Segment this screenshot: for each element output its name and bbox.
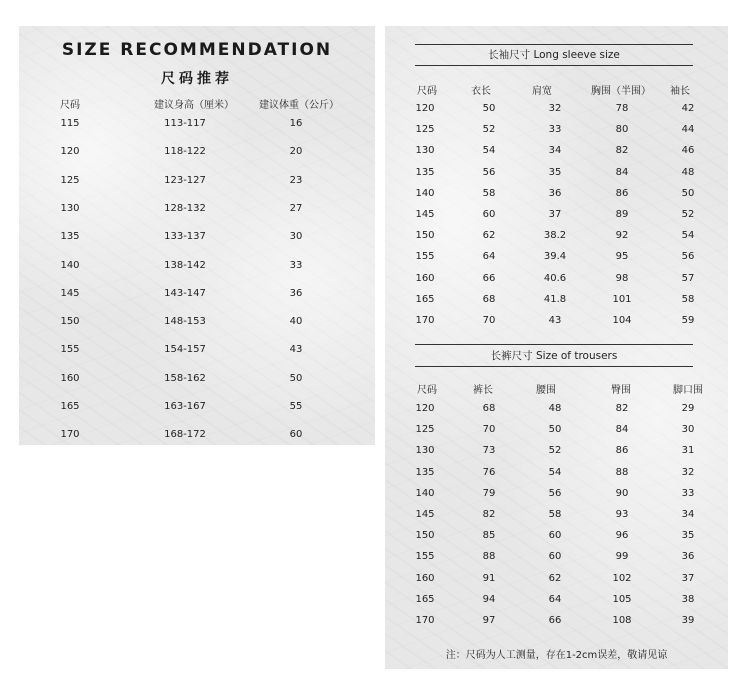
long_sleeve-cell: 104: [612, 315, 632, 326]
recommendation-cell: 115: [60, 118, 80, 129]
recommendation-cell: 20: [289, 146, 303, 158]
trousers-cell: 120: [415, 403, 435, 414]
recommendation-cell: 138-142: [164, 259, 206, 271]
long_sleeve-cell: 38.2: [543, 230, 567, 242]
trousers-cell: 90: [615, 487, 629, 499]
long_sleeve-cell: 68: [482, 293, 496, 305]
recommendation-cell: 128-132: [164, 202, 206, 214]
recommendation-cell: 30: [289, 231, 303, 243]
trousers-cell: 36: [681, 551, 695, 563]
size-recommendation-subtitle: 尺码推荐: [161, 71, 233, 87]
long_sleeve-cell: 80: [615, 124, 629, 136]
trousers-title: 长裤尺寸 Size of trousers: [490, 350, 618, 362]
trousers-header-2: 腰围: [536, 385, 556, 396]
recommendation-cell: 170: [60, 429, 80, 441]
long_sleeve-cell: 36: [548, 187, 562, 199]
trousers-top-rule: [415, 344, 693, 345]
trousers-cell: 30: [681, 424, 695, 436]
long_sleeve-cell: 43: [548, 315, 562, 326]
trousers-header-4: 脚口围: [673, 385, 703, 396]
long_sleeve-cell: 35: [548, 166, 562, 178]
long_sleeve-cell: 33: [548, 124, 562, 136]
long_sleeve-cell: 58: [482, 187, 496, 199]
trousers-cell: 56: [548, 487, 562, 499]
long_sleeve-cell: 59: [681, 315, 695, 326]
recommendation-cell: 145: [60, 287, 80, 299]
long_sleeve-header-3: 胸围（半围）: [591, 86, 651, 97]
long_sleeve-cell: 60: [482, 209, 496, 220]
recommendation-cell: 16: [289, 118, 303, 129]
long_sleeve-cell: 56: [482, 166, 496, 178]
recommendation-cell: 50: [289, 372, 303, 384]
trousers-cell: 73: [482, 445, 496, 457]
trousers-cell: 96: [615, 530, 629, 542]
recommendation-cell: 33: [289, 259, 303, 271]
trousers-cell: 165: [415, 593, 435, 605]
trousers-cell: 145: [415, 509, 435, 520]
trousers-cell: 108: [612, 615, 632, 626]
recommendation-cell: 133-137: [164, 231, 206, 243]
recommendation-cell: 168-172: [164, 429, 206, 441]
trousers-cell: 60: [548, 551, 562, 563]
recommendation-cell: 125: [60, 174, 80, 186]
trousers-cell: 155: [415, 551, 435, 563]
trousers-cell: 64: [548, 593, 562, 605]
recommendation-header-1: 建议身高（厘米）: [154, 100, 234, 111]
recommendation-cell: 23: [289, 174, 303, 186]
trousers-cell: 150: [415, 530, 435, 542]
long_sleeve-cell: 120: [415, 103, 435, 114]
trousers-cell: 102: [612, 572, 632, 584]
long_sleeve-cell: 54: [681, 230, 695, 242]
trousers-cell: 34: [681, 509, 695, 520]
long_sleeve-cell: 160: [415, 272, 435, 284]
trousers-cell: 105: [612, 593, 632, 605]
recommendation-cell: 158-162: [164, 372, 206, 384]
trousers-cell: 39: [681, 615, 695, 626]
trousers-cell: 97: [482, 615, 496, 626]
long_sleeve-cell: 125: [415, 124, 435, 136]
trousers-cell: 48: [548, 403, 562, 414]
trousers-cell: 91: [482, 572, 496, 584]
trousers-cell: 29: [681, 403, 695, 414]
recommendation-header-2: 建议体重（公斤）: [259, 100, 339, 111]
long_sleeve-cell: 56: [681, 251, 695, 263]
recommendation-cell: 148-153: [164, 316, 206, 328]
trousers-cell: 52: [548, 445, 562, 457]
long_sleeve-header-4: 袖长: [670, 86, 690, 97]
long_sleeve-cell: 89: [615, 209, 629, 220]
recommendation-cell: 118-122: [164, 146, 206, 158]
long_sleeve-cell: 70: [482, 315, 496, 326]
trousers-cell: 135: [415, 466, 435, 478]
long_sleeve-cell: 98: [615, 272, 629, 284]
trousers-header-3: 臀围: [611, 385, 631, 396]
long_sleeve-cell: 145: [415, 209, 435, 220]
trousers-cell: 99: [615, 551, 629, 563]
long_sleeve-cell: 39.4: [543, 251, 567, 263]
long_sleeve-cell: 101: [612, 293, 632, 305]
long-sleeve-top-rule: [415, 44, 693, 45]
recommendation-cell: 123-127: [164, 174, 206, 186]
trousers-cell: 31: [681, 445, 695, 457]
long-sleeve-title: 长袖尺寸 Long sleeve size: [488, 49, 620, 61]
garment-size-panel: [385, 26, 728, 669]
long_sleeve-cell: 46: [681, 145, 695, 157]
long_sleeve-cell: 41.8: [543, 293, 567, 305]
trousers-cell: 82: [482, 509, 496, 520]
trousers-cell: 88: [482, 551, 496, 563]
recommendation-cell: 155: [60, 344, 80, 356]
long_sleeve-cell: 155: [415, 251, 435, 263]
trousers-cell: 35: [681, 530, 695, 542]
trousers-cell: 62: [548, 572, 562, 584]
long_sleeve-cell: 78: [615, 103, 629, 114]
long_sleeve-cell: 82: [615, 145, 629, 157]
recommendation-cell: 113-117: [164, 118, 206, 129]
recommendation-cell: 27: [289, 202, 303, 214]
trousers-cell: 33: [681, 487, 695, 499]
long_sleeve-header-2: 肩宽: [532, 86, 552, 97]
recommendation-cell: 120: [60, 146, 80, 158]
trousers-cell: 68: [482, 403, 496, 414]
recommendation-cell: 143-147: [164, 287, 206, 299]
trousers-header-1: 裤长: [473, 385, 493, 396]
long_sleeve-cell: 40.6: [543, 272, 567, 284]
recommendation-cell: 43: [289, 344, 303, 356]
trousers-cell: 37: [681, 572, 695, 584]
long_sleeve-cell: 86: [615, 187, 629, 199]
trousers-cell: 160: [415, 572, 435, 584]
recommendation-cell: 150: [60, 316, 80, 328]
recommendation-cell: 160: [60, 372, 80, 384]
trousers-cell: 85: [482, 530, 496, 542]
long_sleeve-cell: 135: [415, 166, 435, 178]
size-recommendation-title: SIZE RECOMMENDATION: [61, 40, 333, 60]
recommendation-cell: 135: [60, 231, 80, 243]
trousers-cell: 140: [415, 487, 435, 499]
long_sleeve-cell: 62: [482, 230, 496, 242]
size-recommendation-panel: [19, 26, 375, 445]
long_sleeve-cell: 92: [615, 230, 629, 242]
recommendation-header-0: 尺码: [60, 100, 80, 111]
recommendation-cell: 40: [289, 316, 303, 328]
trousers-bottom-rule: [415, 366, 693, 367]
recommendation-cell: 140: [60, 259, 80, 271]
long_sleeve-cell: 130: [415, 145, 435, 157]
trousers-cell: 60: [548, 530, 562, 542]
long_sleeve-cell: 48: [681, 166, 695, 178]
recommendation-cell: 36: [289, 287, 303, 299]
long_sleeve-cell: 84: [615, 166, 629, 178]
measurement-note: 注：尺码为人工测量，存在1-2cm误差，敬请见谅: [445, 650, 668, 661]
trousers-cell: 170: [415, 615, 435, 626]
long_sleeve-cell: 50: [681, 187, 695, 199]
recommendation-cell: 55: [289, 401, 303, 412]
long_sleeve-cell: 57: [681, 272, 695, 284]
long_sleeve-cell: 58: [681, 293, 695, 305]
trousers-cell: 76: [482, 466, 496, 478]
long_sleeve-cell: 66: [482, 272, 496, 284]
long_sleeve-cell: 42: [681, 103, 695, 114]
trousers-cell: 66: [548, 615, 562, 626]
long_sleeve-cell: 95: [615, 251, 629, 263]
trousers-cell: 86: [615, 445, 629, 457]
trousers-header-0: 尺码: [417, 385, 437, 396]
trousers-cell: 38: [681, 593, 695, 605]
long_sleeve-header-0: 尺码: [417, 86, 437, 97]
trousers-cell: 70: [482, 424, 496, 436]
long_sleeve-cell: 52: [482, 124, 496, 136]
trousers-cell: 82: [615, 403, 629, 414]
trousers-cell: 58: [548, 509, 562, 520]
long_sleeve-cell: 52: [681, 209, 695, 220]
recommendation-cell: 60: [289, 429, 303, 441]
long_sleeve-cell: 64: [482, 251, 496, 263]
long_sleeve-cell: 150: [415, 230, 435, 242]
long-sleeve-bottom-rule: [415, 65, 693, 66]
recommendation-cell: 154-157: [164, 344, 206, 356]
long_sleeve-header-1: 衣长: [471, 86, 491, 97]
long_sleeve-cell: 54: [482, 145, 496, 157]
long_sleeve-cell: 32: [548, 103, 562, 114]
trousers-cell: 88: [615, 466, 629, 478]
trousers-cell: 79: [482, 487, 496, 499]
recommendation-cell: 163-167: [164, 401, 206, 412]
recommendation-cell: 165: [60, 401, 80, 412]
long_sleeve-cell: 165: [415, 293, 435, 305]
trousers-cell: 125: [415, 424, 435, 436]
long_sleeve-cell: 140: [415, 187, 435, 199]
long_sleeve-cell: 44: [681, 124, 695, 136]
trousers-cell: 130: [415, 445, 435, 457]
trousers-cell: 94: [482, 593, 496, 605]
long_sleeve-cell: 50: [482, 103, 496, 114]
trousers-cell: 32: [681, 466, 695, 478]
long_sleeve-cell: 34: [548, 145, 562, 157]
recommendation-cell: 130: [60, 202, 80, 214]
long_sleeve-cell: 37: [548, 209, 562, 220]
trousers-cell: 93: [615, 509, 629, 520]
long_sleeve-cell: 170: [415, 315, 435, 326]
trousers-cell: 54: [548, 466, 562, 478]
trousers-cell: 84: [615, 424, 629, 436]
trousers-cell: 50: [548, 424, 562, 436]
